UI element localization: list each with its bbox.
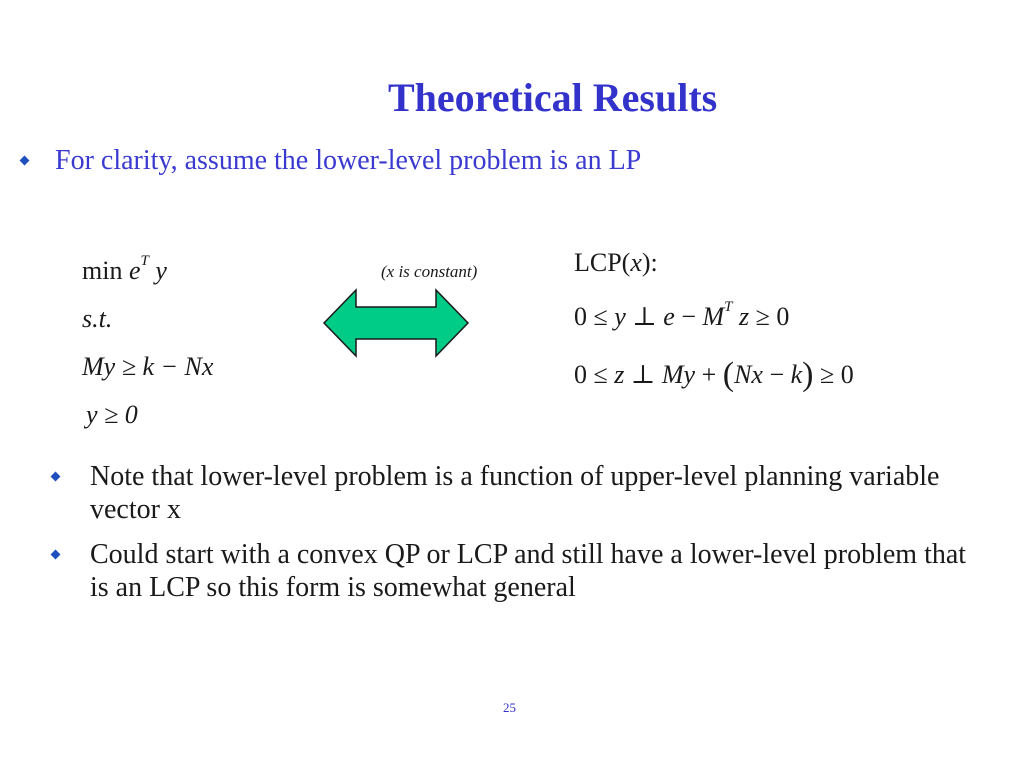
lcp-row-2: 0 ≤ z ⊥ My + (Nx − k) ≥ 0	[574, 356, 854, 393]
slide-title: Theoretical Results	[388, 75, 718, 120]
bullet-text: Could start with a convex QP or LCP and still have a lower-level problem that is an LCP so this form is somewhat general	[90, 539, 967, 603]
lp-constraint-1: My ≥ k − Nx	[82, 352, 214, 381]
lcp-row-1: 0 ≤ y ⊥ $e - M^T$ z ≥ 0	[574, 299, 790, 331]
diamond-bullet-icon	[51, 472, 61, 482]
bullet-item	[55, 144, 715, 177]
bullet-text: For clarity, assume the lower-level problem is an LP	[55, 145, 642, 176]
page-number: 25	[503, 700, 516, 715]
lp-subject-to: s.t.	[82, 304, 113, 333]
bullet-item	[90, 460, 970, 526]
bullet-text: Note that lower-level problem is a function of upper-level planning variable vector x	[90, 461, 940, 525]
diamond-bullet-icon	[51, 550, 61, 560]
lcp-header: LCP(x):	[574, 248, 658, 277]
bullet-item	[90, 538, 970, 604]
double-arrow-icon	[322, 287, 470, 359]
diamond-bullet-icon	[20, 156, 30, 166]
lp-objective: $\min e^T$ y	[82, 253, 167, 285]
constant-note: (x is constant)	[381, 262, 478, 281]
lp-constraint-2: y ≥ 0	[86, 400, 138, 429]
